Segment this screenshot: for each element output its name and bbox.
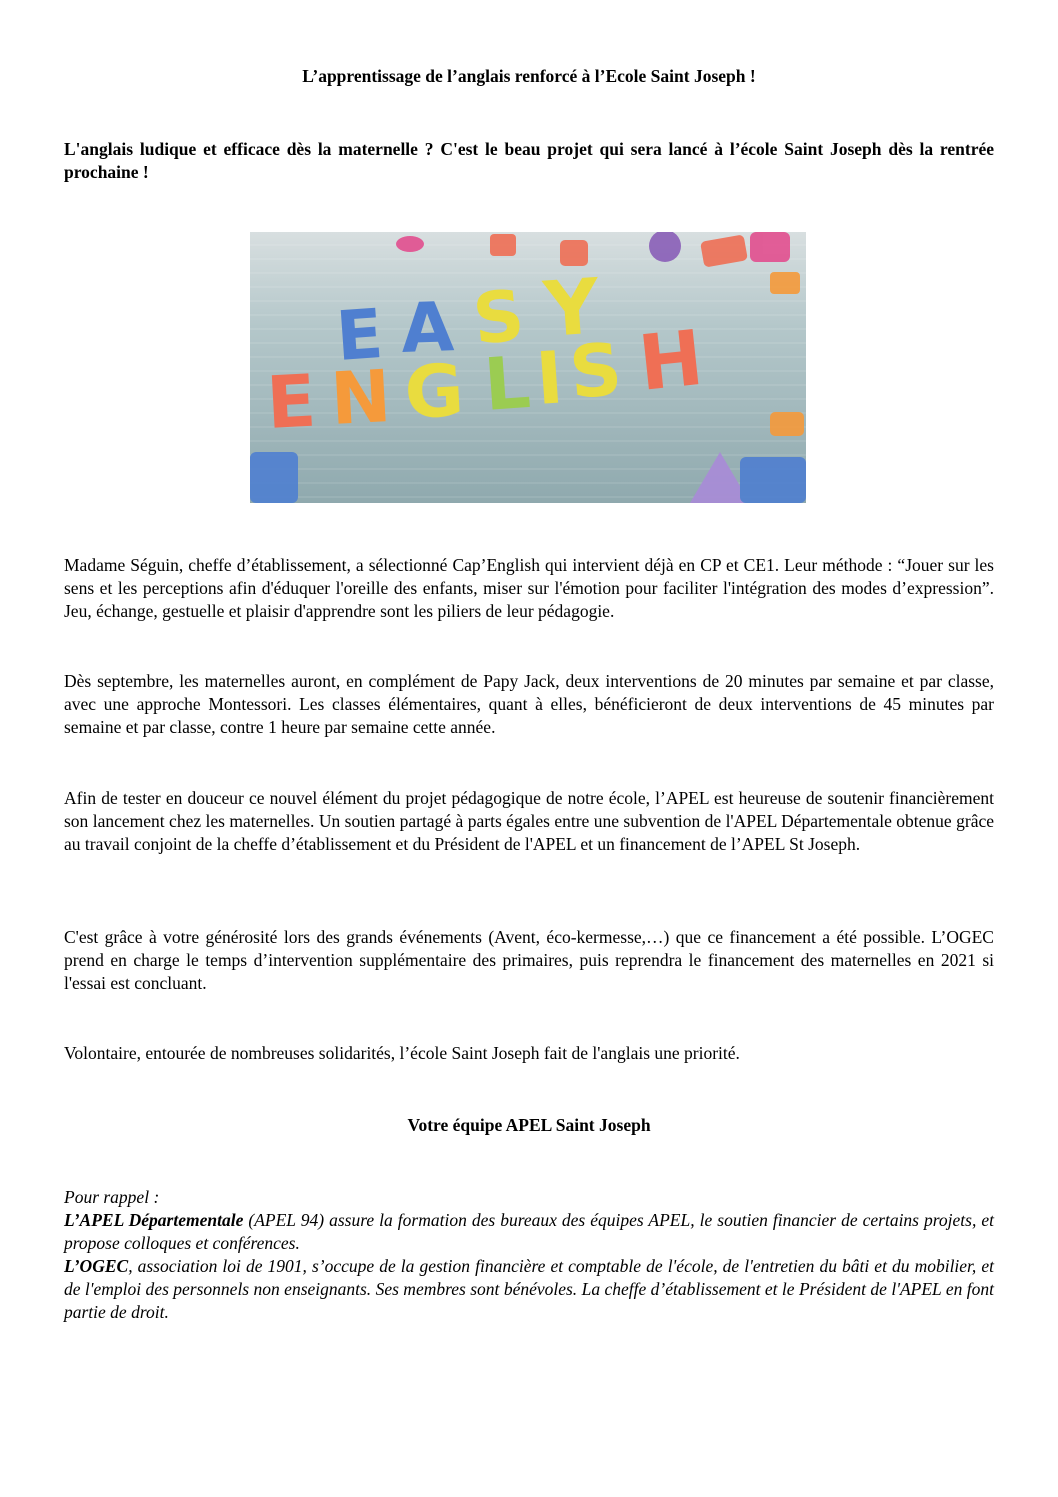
letter-l: L (481, 339, 533, 427)
easy-english-illustration (250, 232, 806, 503)
easy-english-photo (250, 232, 806, 503)
apel-term: L’APEL Départementale (64, 1210, 244, 1230)
ogec-term: L’OGEC (64, 1256, 129, 1276)
paragraph-schedule: Dès septembre, les maternelles auront, en complément de Papy Jack, deux interventions de 20 minutes par semaine et par classe, avec une approche Montessori. Les classes élémentaires, quant à elles, bénéficieront de deux interventions de 45 minutes par semaine et par classe, contre 1 heure par semaine cette année. (64, 671, 994, 737)
letter-e: E (333, 294, 386, 377)
letter-s: S (469, 274, 528, 361)
letter-a: A (399, 288, 456, 369)
reminder-ogec (64, 1255, 994, 1324)
ogec-description: , association loi de 1901, s’occupe de la gestion financière et comptable de l'école, de l'entretien du bâti et du mobilier, et de l'emploi des personnels non enseignants. Ses membres sont bénévoles. La cheffe d’établissement et le Président de l'APEL en font partie de droit. (64, 1256, 994, 1322)
letter-i: I (533, 335, 566, 421)
paragraph-generosity: C'est grâce à votre générosité lors des grands événements (Avent, éco-kermesse,…) que ce financement a été possible. L’OGEC prend en charge le temps d’intervention supplémentaire des primaires, puis reprendra le financement des maternelles en 2021 si l'essai est concluant. (64, 927, 994, 993)
letter-g: G (402, 347, 466, 435)
reminder-section (64, 1186, 994, 1324)
letter-e2: E (264, 358, 319, 445)
letter-y: Y (541, 261, 603, 354)
page-title: L’apprentissage de l’anglais renforcé à l’Ecole Saint Joseph ! (302, 66, 756, 86)
paragraph-funding: Afin de tester en douceur ce nouvel élément du projet pédagogique de notre école, l’APEL est heureuse de soutenir financièrement son lancement chez les maternelles. Un soutien partagé à parts égales entre une subvention de l'APEL Départementale obtenue grâce au travail conjoint de la cheffe d’établissement et du Président de l'APEL et un financement de l’APEL St Joseph. (64, 788, 994, 854)
paragraph-priority: Volontaire, entourée de nombreuses solidarités, l’école Saint Joseph fait de l'anglais une priorité. (64, 1043, 740, 1063)
letter-s2: S (566, 326, 626, 415)
lead-paragraph: L'anglais ludique et efficace dès la maternelle ? C'est le beau projet qui sera lancé à l’école Saint Joseph dès la rentrée prochaine ! (64, 139, 994, 182)
paragraph-method: Madame Séguin, cheffe d’établissement, a sélectionné Cap’English qui intervient déjà en CP et CE1. Leur méthode : “Jouer sur les sens et les perceptions afin d'éduquer l'oreille des enfants, miser sur l'émotion pour faciliter l'intégration des modes d’expression”. Jeu, échange, gestuelle et plaisir d'apprendre sont les piliers de leur pédagogie. (64, 555, 994, 621)
letter-h: H (634, 312, 708, 408)
reminder-heading: Pour rappel : (64, 1187, 160, 1207)
signature: Votre équipe APEL Saint Joseph (407, 1115, 651, 1135)
letter-n: N (328, 353, 394, 441)
apel-description: (APEL 94) assure la formation des bureaux des équipes APEL, le soutien financier de certains projets, et propose colloques et conférences. (64, 1210, 995, 1253)
reminder-apel (64, 1209, 994, 1255)
